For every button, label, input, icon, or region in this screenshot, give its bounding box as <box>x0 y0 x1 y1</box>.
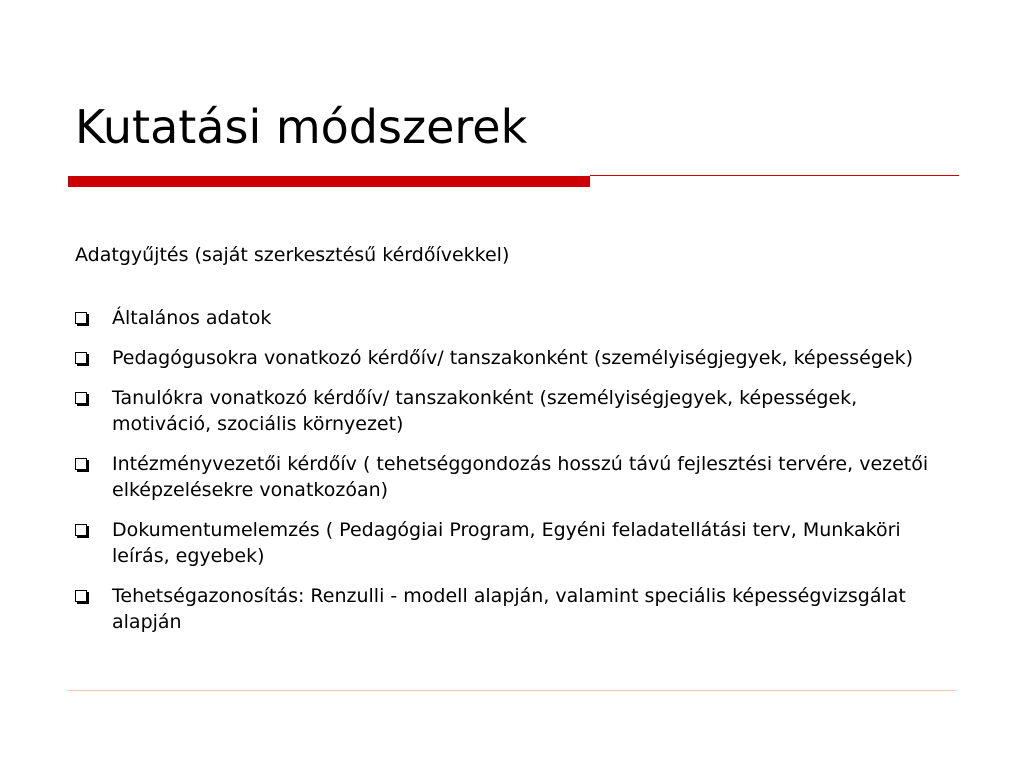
checkbox-square-icon <box>75 458 87 470</box>
title-underline-thick <box>68 176 590 187</box>
bullet-item <box>75 305 955 331</box>
bullet-text: Általános adatok <box>112 307 272 329</box>
title-underline-thin <box>590 175 959 176</box>
footer-divider <box>68 690 956 691</box>
bullet-item <box>75 385 955 437</box>
bullet-text: Tanulókra vonatkozó kérdőív/ tanszakonként (személyiségjegyek, képességek, motiváció, szociális környezet) <box>112 387 858 435</box>
checkbox-square-icon <box>75 524 87 536</box>
checkbox-square-icon <box>75 352 87 364</box>
bullet-text: Intézményvezetői kérdőív ( tehetséggondozás hosszú távú fejlesztési tervére, vezetői elképzelésekre vonatkozóan) <box>112 453 929 501</box>
bullet-item <box>75 451 955 503</box>
slide-title: Kutatási módszerek <box>75 100 528 154</box>
bullet-list <box>75 305 955 649</box>
slide-subtitle: Adatgyűjtés (saját szerkesztésű kérdőívekkel) <box>75 244 510 266</box>
bullet-item <box>75 345 955 371</box>
checkbox-square-icon <box>75 590 87 602</box>
bullet-item <box>75 583 955 635</box>
bullet-text: Dokumentumelemzés ( Pedagógiai Program, Egyéni feladatellátási terv, Munkaköri leírás, egyebek) <box>112 519 901 567</box>
bullet-text: Tehetségazonosítás: Renzulli - modell alapján, valamint speciális képességvizsgálat alapján <box>112 585 906 633</box>
checkbox-square-icon <box>75 392 87 404</box>
checkbox-square-icon <box>75 312 87 324</box>
bullet-text: Pedagógusokra vonatkozó kérdőív/ tanszakonként (személyiségjegyek, képességek) <box>112 347 913 369</box>
bullet-item <box>75 517 955 569</box>
